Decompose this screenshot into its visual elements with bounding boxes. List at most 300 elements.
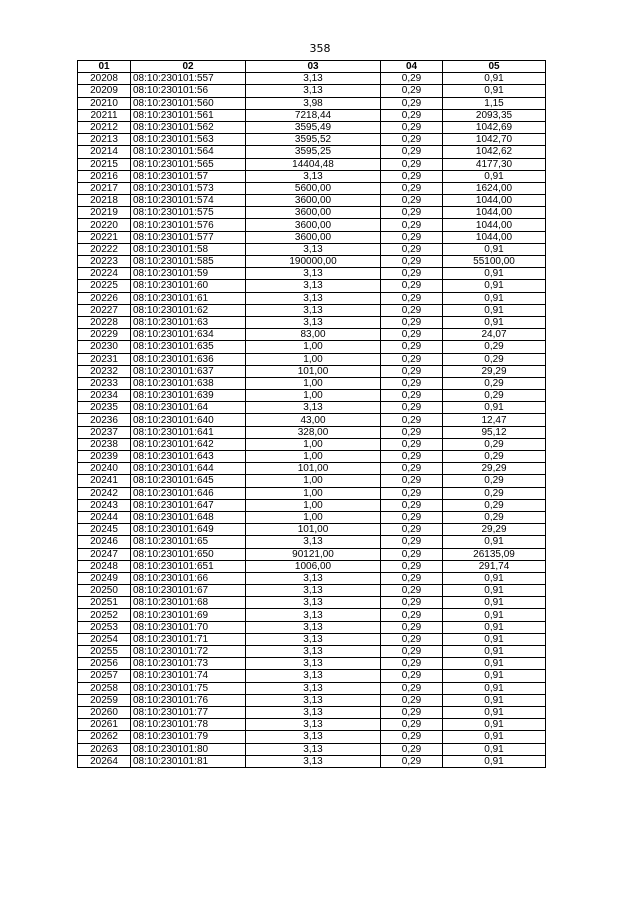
cell-value-03: 3,13 xyxy=(246,280,381,292)
cell-cadastral-number: 08:10:230101:637 xyxy=(131,365,246,377)
cell-value-03: 3,13 xyxy=(246,621,381,633)
cell-id: 20236 xyxy=(78,414,131,426)
cell-value-05: 0,91 xyxy=(443,706,546,718)
cell-cadastral-number: 08:10:230101:648 xyxy=(131,511,246,523)
cell-id: 20233 xyxy=(78,377,131,389)
table-row xyxy=(78,633,546,645)
column-header-02: 02 xyxy=(131,61,246,73)
table-row xyxy=(78,292,546,304)
cell-value-04: 0,29 xyxy=(381,73,443,85)
cell-id: 20217 xyxy=(78,182,131,194)
column-header-01: 01 xyxy=(78,61,131,73)
cell-id: 20235 xyxy=(78,402,131,414)
cell-cadastral-number: 08:10:230101:651 xyxy=(131,560,246,572)
cell-id: 20224 xyxy=(78,268,131,280)
cell-cadastral-number: 08:10:230101:647 xyxy=(131,499,246,511)
cell-value-05: 1042,70 xyxy=(443,134,546,146)
cell-cadastral-number: 08:10:230101:61 xyxy=(131,292,246,304)
cell-value-03: 1,00 xyxy=(246,438,381,450)
table-header xyxy=(78,61,546,73)
cell-value-03: 3595,52 xyxy=(246,134,381,146)
cell-cadastral-number: 08:10:230101:565 xyxy=(131,158,246,170)
table-row xyxy=(78,109,546,121)
cell-value-05: 0,91 xyxy=(443,646,546,658)
cell-cadastral-number: 08:10:230101:71 xyxy=(131,633,246,645)
cell-id: 20238 xyxy=(78,438,131,450)
cell-value-04: 0,29 xyxy=(381,463,443,475)
cell-value-05: 0,29 xyxy=(443,390,546,402)
cell-value-03: 3,13 xyxy=(246,536,381,548)
cell-id: 20260 xyxy=(78,706,131,718)
cell-value-04: 0,29 xyxy=(381,633,443,645)
cell-value-03: 3,13 xyxy=(246,402,381,414)
cell-id: 20259 xyxy=(78,694,131,706)
cell-value-04: 0,29 xyxy=(381,377,443,389)
cell-value-04: 0,29 xyxy=(381,572,443,584)
cell-id: 20239 xyxy=(78,451,131,463)
cell-value-05: 0,91 xyxy=(443,536,546,548)
cell-value-03: 3,13 xyxy=(246,706,381,718)
cell-value-04: 0,29 xyxy=(381,475,443,487)
table-row xyxy=(78,377,546,389)
cell-id: 20261 xyxy=(78,719,131,731)
cell-value-05: 1044,00 xyxy=(443,207,546,219)
cell-id: 20212 xyxy=(78,121,131,133)
cell-value-04: 0,29 xyxy=(381,97,443,109)
table-row xyxy=(78,597,546,609)
cell-cadastral-number: 08:10:230101:70 xyxy=(131,621,246,633)
cell-value-05: 0,91 xyxy=(443,633,546,645)
table-row xyxy=(78,609,546,621)
cell-value-03: 3,13 xyxy=(246,755,381,767)
cell-value-03: 3,13 xyxy=(246,597,381,609)
cell-id: 20245 xyxy=(78,524,131,536)
cell-cadastral-number: 08:10:230101:79 xyxy=(131,731,246,743)
cell-value-03: 3600,00 xyxy=(246,231,381,243)
cell-value-04: 0,29 xyxy=(381,646,443,658)
cell-value-03: 3,13 xyxy=(246,743,381,755)
cell-value-03: 90121,00 xyxy=(246,548,381,560)
cell-id: 20210 xyxy=(78,97,131,109)
cell-value-04: 0,29 xyxy=(381,170,443,182)
cell-value-03: 1,00 xyxy=(246,341,381,353)
cell-cadastral-number: 08:10:230101:650 xyxy=(131,548,246,560)
cell-value-05: 1042,69 xyxy=(443,121,546,133)
cell-id: 20252 xyxy=(78,609,131,621)
cell-value-03: 1,00 xyxy=(246,390,381,402)
cell-value-05: 0,29 xyxy=(443,475,546,487)
cell-id: 20246 xyxy=(78,536,131,548)
cell-cadastral-number: 08:10:230101:63 xyxy=(131,316,246,328)
cell-value-04: 0,29 xyxy=(381,109,443,121)
cell-id: 20213 xyxy=(78,134,131,146)
table-row xyxy=(78,536,546,548)
cell-cadastral-number: 08:10:230101:646 xyxy=(131,487,246,499)
cell-value-05: 0,91 xyxy=(443,755,546,767)
cell-value-05: 0,91 xyxy=(443,316,546,328)
cell-value-03: 3,13 xyxy=(246,633,381,645)
cell-value-05: 0,91 xyxy=(443,694,546,706)
cell-value-05: 0,29 xyxy=(443,438,546,450)
table-body xyxy=(78,73,546,768)
cell-id: 20219 xyxy=(78,207,131,219)
cell-value-03: 3,13 xyxy=(246,268,381,280)
table-row xyxy=(78,719,546,731)
cell-cadastral-number: 08:10:230101:636 xyxy=(131,353,246,365)
cell-cadastral-number: 08:10:230101:72 xyxy=(131,646,246,658)
cell-value-03: 3600,00 xyxy=(246,195,381,207)
cell-value-05: 291,74 xyxy=(443,560,546,572)
cell-value-03: 3,13 xyxy=(246,85,381,97)
cell-value-04: 0,29 xyxy=(381,621,443,633)
cell-value-03: 3,13 xyxy=(246,609,381,621)
cell-cadastral-number: 08:10:230101:69 xyxy=(131,609,246,621)
cell-value-04: 0,29 xyxy=(381,585,443,597)
cell-cadastral-number: 08:10:230101:65 xyxy=(131,536,246,548)
cell-value-03: 101,00 xyxy=(246,463,381,475)
cell-cadastral-number: 08:10:230101:557 xyxy=(131,73,246,85)
column-header-04: 04 xyxy=(381,61,443,73)
cell-cadastral-number: 08:10:230101:577 xyxy=(131,231,246,243)
table-row xyxy=(78,85,546,97)
cell-value-03: 1,00 xyxy=(246,353,381,365)
cell-value-05: 0,91 xyxy=(443,743,546,755)
cell-value-03: 7218,44 xyxy=(246,109,381,121)
cell-value-04: 0,29 xyxy=(381,755,443,767)
page-number: 358 xyxy=(309,42,331,55)
cell-id: 20251 xyxy=(78,597,131,609)
table-row xyxy=(78,682,546,694)
cell-value-03: 3,98 xyxy=(246,97,381,109)
cell-value-05: 0,91 xyxy=(443,268,546,280)
cell-id: 20263 xyxy=(78,743,131,755)
cell-value-05: 0,91 xyxy=(443,670,546,682)
table-row xyxy=(78,365,546,377)
table-row xyxy=(78,585,546,597)
cell-value-05: 29,29 xyxy=(443,524,546,536)
cell-value-05: 1044,00 xyxy=(443,231,546,243)
cell-cadastral-number: 08:10:230101:73 xyxy=(131,658,246,670)
table-row xyxy=(78,438,546,450)
cell-value-04: 0,29 xyxy=(381,134,443,146)
table-row xyxy=(78,280,546,292)
table-row xyxy=(78,731,546,743)
cell-value-03: 3600,00 xyxy=(246,207,381,219)
cell-value-04: 0,29 xyxy=(381,743,443,755)
table-row xyxy=(78,755,546,767)
cell-id: 20234 xyxy=(78,390,131,402)
cell-id: 20208 xyxy=(78,73,131,85)
cell-value-03: 3,13 xyxy=(246,304,381,316)
cell-id: 20237 xyxy=(78,426,131,438)
table-row xyxy=(78,511,546,523)
cell-value-04: 0,29 xyxy=(381,536,443,548)
cell-cadastral-number: 08:10:230101:574 xyxy=(131,195,246,207)
cell-cadastral-number: 08:10:230101:649 xyxy=(131,524,246,536)
cell-cadastral-number: 08:10:230101:76 xyxy=(131,694,246,706)
cell-cadastral-number: 08:10:230101:80 xyxy=(131,743,246,755)
table-row xyxy=(78,219,546,231)
cell-value-05: 0,91 xyxy=(443,402,546,414)
cell-cadastral-number: 08:10:230101:59 xyxy=(131,268,246,280)
cell-value-03: 14404,48 xyxy=(246,158,381,170)
cell-value-04: 0,29 xyxy=(381,231,443,243)
cell-value-04: 0,29 xyxy=(381,694,443,706)
cell-cadastral-number: 08:10:230101:78 xyxy=(131,719,246,731)
cell-cadastral-number: 08:10:230101:564 xyxy=(131,146,246,158)
cell-value-03: 3600,00 xyxy=(246,219,381,231)
cell-value-04: 0,29 xyxy=(381,682,443,694)
cell-value-05: 0,91 xyxy=(443,170,546,182)
table-row xyxy=(78,426,546,438)
cell-id: 20253 xyxy=(78,621,131,633)
table-row xyxy=(78,560,546,572)
cell-value-03: 190000,00 xyxy=(246,256,381,268)
cell-value-05: 26135,09 xyxy=(443,548,546,560)
cell-id: 20227 xyxy=(78,304,131,316)
cell-value-05: 0,91 xyxy=(443,304,546,316)
cell-value-04: 0,29 xyxy=(381,207,443,219)
cell-value-04: 0,29 xyxy=(381,219,443,231)
cell-id: 20247 xyxy=(78,548,131,560)
cell-value-04: 0,29 xyxy=(381,365,443,377)
table-row xyxy=(78,572,546,584)
cell-value-03: 3,13 xyxy=(246,585,381,597)
cell-value-04: 0,29 xyxy=(381,390,443,402)
cell-value-03: 3595,25 xyxy=(246,146,381,158)
cell-value-04: 0,29 xyxy=(381,548,443,560)
cell-value-03: 3,13 xyxy=(246,694,381,706)
cell-id: 20241 xyxy=(78,475,131,487)
cell-value-05: 1044,00 xyxy=(443,195,546,207)
cell-id: 20264 xyxy=(78,755,131,767)
cell-value-05: 0,29 xyxy=(443,487,546,499)
cell-value-05: 1042,62 xyxy=(443,146,546,158)
table-row xyxy=(78,304,546,316)
table-row xyxy=(78,743,546,755)
cell-value-03: 3,13 xyxy=(246,572,381,584)
cell-value-04: 0,29 xyxy=(381,341,443,353)
cell-id: 20214 xyxy=(78,146,131,158)
cell-cadastral-number: 08:10:230101:81 xyxy=(131,755,246,767)
cell-value-03: 5600,00 xyxy=(246,182,381,194)
cell-cadastral-number: 08:10:230101:64 xyxy=(131,402,246,414)
cell-value-03: 1,00 xyxy=(246,499,381,511)
cell-cadastral-number: 08:10:230101:74 xyxy=(131,670,246,682)
cell-cadastral-number: 08:10:230101:576 xyxy=(131,219,246,231)
cell-cadastral-number: 08:10:230101:641 xyxy=(131,426,246,438)
cell-id: 20209 xyxy=(78,85,131,97)
table-row xyxy=(78,207,546,219)
cell-cadastral-number: 08:10:230101:560 xyxy=(131,97,246,109)
cell-cadastral-number: 08:10:230101:644 xyxy=(131,463,246,475)
table-row xyxy=(78,390,546,402)
table-row xyxy=(78,353,546,365)
cell-value-03: 1006,00 xyxy=(246,560,381,572)
cell-id: 20222 xyxy=(78,243,131,255)
cell-value-05: 2093,35 xyxy=(443,109,546,121)
column-header-05: 05 xyxy=(443,61,546,73)
table-row xyxy=(78,694,546,706)
cell-cadastral-number: 08:10:230101:563 xyxy=(131,134,246,146)
cell-value-03: 3,13 xyxy=(246,670,381,682)
cell-value-04: 0,29 xyxy=(381,158,443,170)
cell-id: 20248 xyxy=(78,560,131,572)
table-row xyxy=(78,316,546,328)
cell-id: 20255 xyxy=(78,646,131,658)
cell-cadastral-number: 08:10:230101:62 xyxy=(131,304,246,316)
cell-value-04: 0,29 xyxy=(381,121,443,133)
cell-cadastral-number: 08:10:230101:77 xyxy=(131,706,246,718)
cell-value-04: 0,29 xyxy=(381,146,443,158)
table-row xyxy=(78,402,546,414)
cell-value-05: 0,29 xyxy=(443,499,546,511)
cell-value-05: 0,91 xyxy=(443,597,546,609)
cell-value-03: 3,13 xyxy=(246,731,381,743)
cell-value-05: 0,91 xyxy=(443,621,546,633)
cell-id: 20216 xyxy=(78,170,131,182)
cell-id: 20218 xyxy=(78,195,131,207)
table-row xyxy=(78,499,546,511)
cell-cadastral-number: 08:10:230101:67 xyxy=(131,585,246,597)
cell-value-05: 0,91 xyxy=(443,585,546,597)
cell-value-04: 0,29 xyxy=(381,499,443,511)
cell-cadastral-number: 08:10:230101:58 xyxy=(131,243,246,255)
cell-value-04: 0,29 xyxy=(381,524,443,536)
cell-id: 20231 xyxy=(78,353,131,365)
cell-value-05: 0,29 xyxy=(443,341,546,353)
cell-id: 20256 xyxy=(78,658,131,670)
column-header-03: 03 xyxy=(246,61,381,73)
table-row xyxy=(78,329,546,341)
cell-value-05: 0,91 xyxy=(443,280,546,292)
cell-value-04: 0,29 xyxy=(381,85,443,97)
cell-cadastral-number: 08:10:230101:639 xyxy=(131,390,246,402)
cell-value-03: 3,13 xyxy=(246,719,381,731)
cell-value-04: 0,29 xyxy=(381,353,443,365)
table-row xyxy=(78,73,546,85)
cell-value-03: 101,00 xyxy=(246,524,381,536)
cell-value-05: 29,29 xyxy=(443,463,546,475)
table-row xyxy=(78,182,546,194)
cell-cadastral-number: 08:10:230101:585 xyxy=(131,256,246,268)
cell-value-04: 0,29 xyxy=(381,670,443,682)
cell-value-04: 0,29 xyxy=(381,731,443,743)
cell-id: 20229 xyxy=(78,329,131,341)
table-row xyxy=(78,158,546,170)
cell-value-04: 0,29 xyxy=(381,243,443,255)
cell-value-04: 0,29 xyxy=(381,195,443,207)
cell-value-04: 0,29 xyxy=(381,268,443,280)
cell-value-03: 1,00 xyxy=(246,487,381,499)
cell-value-04: 0,29 xyxy=(381,304,443,316)
cell-value-04: 0,29 xyxy=(381,609,443,621)
cell-value-03: 3,13 xyxy=(246,243,381,255)
cell-cadastral-number: 08:10:230101:640 xyxy=(131,414,246,426)
cell-cadastral-number: 08:10:230101:66 xyxy=(131,572,246,584)
data-table xyxy=(77,60,546,768)
table-row xyxy=(78,658,546,670)
cell-value-05: 0,91 xyxy=(443,719,546,731)
cell-value-03: 1,00 xyxy=(246,475,381,487)
cell-value-03: 3,13 xyxy=(246,646,381,658)
cell-id: 20211 xyxy=(78,109,131,121)
table-row xyxy=(78,475,546,487)
cell-value-04: 0,29 xyxy=(381,329,443,341)
cell-cadastral-number: 08:10:230101:635 xyxy=(131,341,246,353)
cell-id: 20244 xyxy=(78,511,131,523)
cell-value-05: 0,91 xyxy=(443,292,546,304)
cell-value-05: 1,15 xyxy=(443,97,546,109)
cell-value-05: 0,29 xyxy=(443,377,546,389)
cell-value-05: 0,91 xyxy=(443,658,546,670)
cell-id: 20223 xyxy=(78,256,131,268)
table-row xyxy=(78,134,546,146)
table-row xyxy=(78,463,546,475)
cell-value-05: 95,12 xyxy=(443,426,546,438)
cell-value-04: 0,29 xyxy=(381,280,443,292)
cell-id: 20250 xyxy=(78,585,131,597)
cell-cadastral-number: 08:10:230101:645 xyxy=(131,475,246,487)
cell-value-05: 0,91 xyxy=(443,243,546,255)
table-row xyxy=(78,146,546,158)
table-row xyxy=(78,195,546,207)
cell-value-03: 3,13 xyxy=(246,658,381,670)
cell-value-03: 83,00 xyxy=(246,329,381,341)
cell-id: 20254 xyxy=(78,633,131,645)
cell-value-04: 0,29 xyxy=(381,719,443,731)
table-row xyxy=(78,487,546,499)
cell-value-03: 3,13 xyxy=(246,73,381,85)
cell-id: 20242 xyxy=(78,487,131,499)
cell-value-03: 1,00 xyxy=(246,377,381,389)
table-row xyxy=(78,231,546,243)
table-row xyxy=(78,341,546,353)
table-row xyxy=(78,121,546,133)
cell-value-05: 0,91 xyxy=(443,682,546,694)
cell-id: 20220 xyxy=(78,219,131,231)
cell-id: 20228 xyxy=(78,316,131,328)
cell-cadastral-number: 08:10:230101:56 xyxy=(131,85,246,97)
cell-value-03: 3,13 xyxy=(246,292,381,304)
cell-id: 20225 xyxy=(78,280,131,292)
cell-value-03: 3595,49 xyxy=(246,121,381,133)
cell-value-04: 0,29 xyxy=(381,256,443,268)
cell-value-03: 3,13 xyxy=(246,316,381,328)
cell-value-05: 0,29 xyxy=(443,353,546,365)
table-row xyxy=(78,97,546,109)
cell-value-04: 0,29 xyxy=(381,511,443,523)
cell-value-05: 0,91 xyxy=(443,73,546,85)
cell-cadastral-number: 08:10:230101:573 xyxy=(131,182,246,194)
cell-value-05: 24,07 xyxy=(443,329,546,341)
table-row xyxy=(78,170,546,182)
cell-id: 20232 xyxy=(78,365,131,377)
cell-value-05: 1044,00 xyxy=(443,219,546,231)
cell-value-05: 0,91 xyxy=(443,731,546,743)
cell-value-05: 1624,00 xyxy=(443,182,546,194)
table-row xyxy=(78,268,546,280)
table-row xyxy=(78,670,546,682)
cell-id: 20215 xyxy=(78,158,131,170)
cell-cadastral-number: 08:10:230101:643 xyxy=(131,451,246,463)
cell-value-05: 12,47 xyxy=(443,414,546,426)
cell-cadastral-number: 08:10:230101:68 xyxy=(131,597,246,609)
cell-value-04: 0,29 xyxy=(381,597,443,609)
cell-id: 20230 xyxy=(78,341,131,353)
cell-value-03: 3,13 xyxy=(246,682,381,694)
cell-value-04: 0,29 xyxy=(381,182,443,194)
